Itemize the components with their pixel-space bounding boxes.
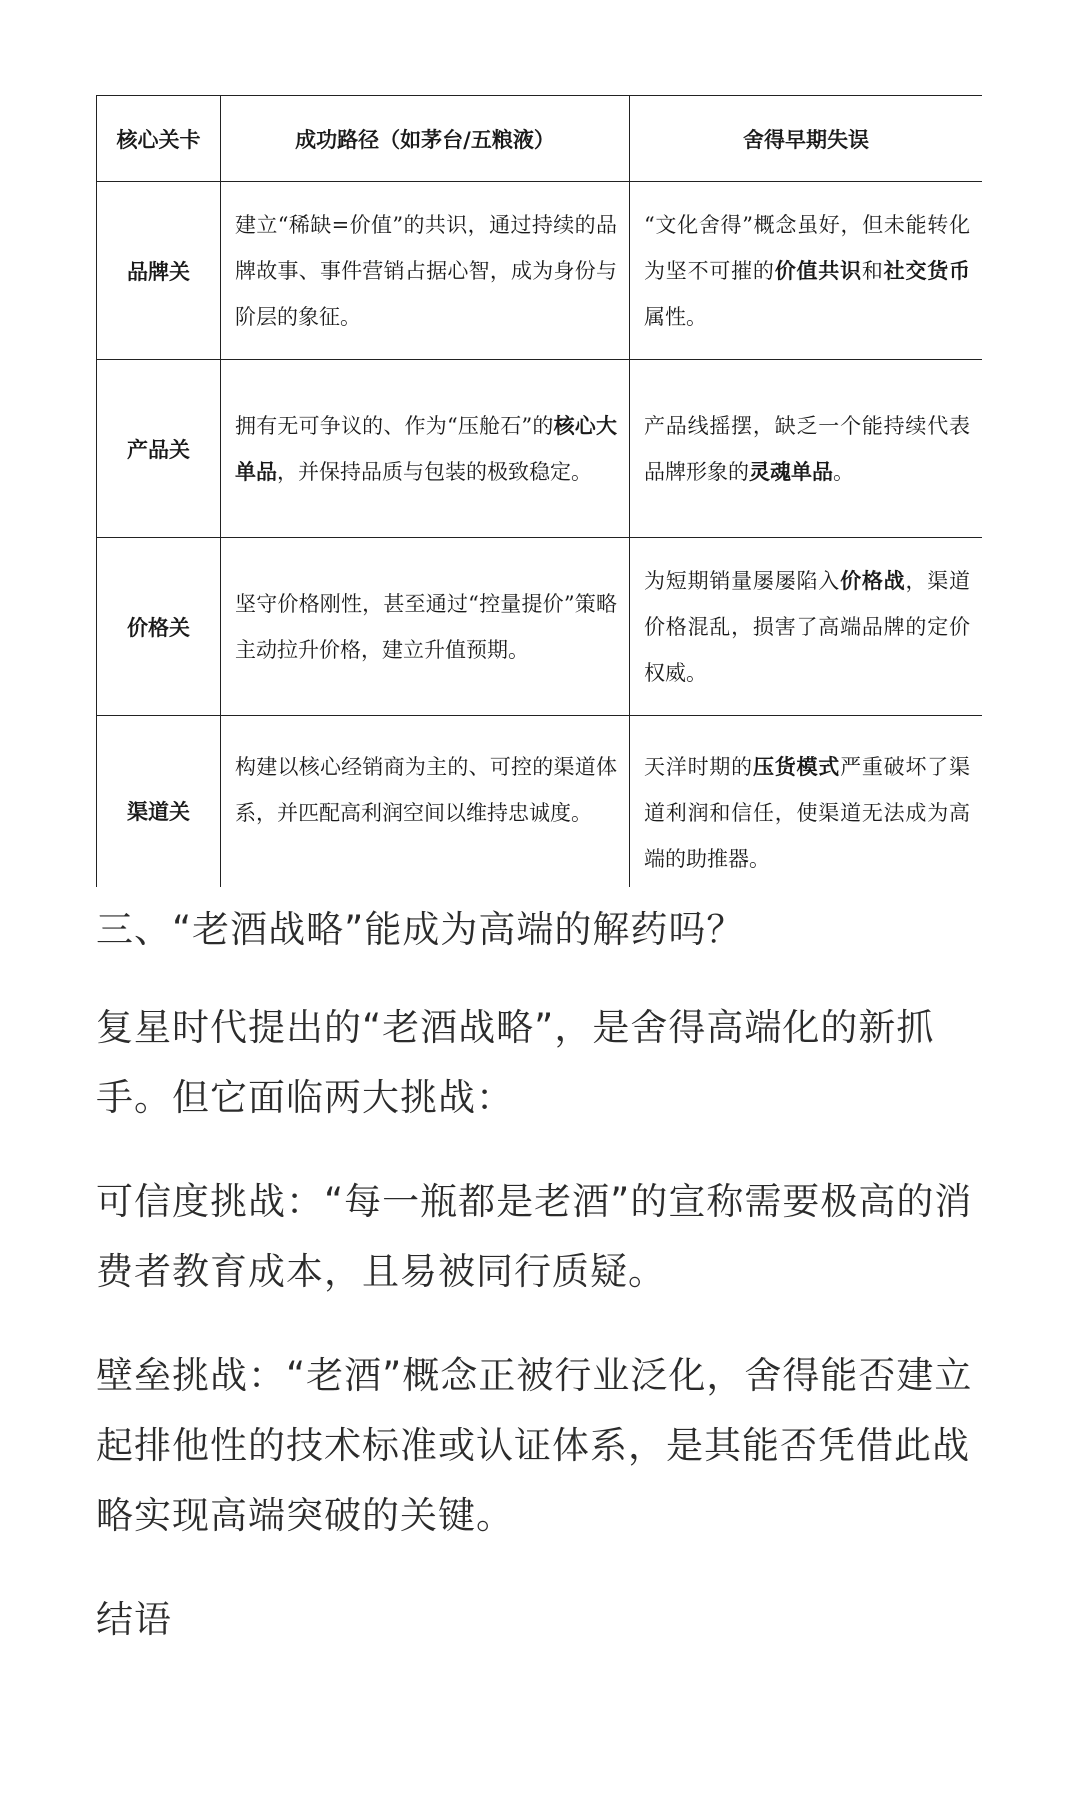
table-row-price — [97, 538, 983, 716]
success-cell: 拥有无可争议的、作为“压舱石”的核心大单品，并保持品质与包装的极致稳定。 — [221, 360, 630, 538]
row-gate-label: 渠道关 — [97, 716, 221, 888]
emphasis: 社交货币 — [883, 257, 971, 283]
row-gate-label: 品牌关 — [97, 182, 221, 360]
closing-heading: 结语 — [96, 1598, 172, 1641]
paragraph-credibility: 可信度挑战：“每一瓶都是老酒”的宣称需要极高的消费者教育成本，且易被同行质疑。 — [96, 1180, 973, 1293]
success-cell: 构建以核心经销商为主的、可控的渠道体系，并匹配高利润空间以维持忠诚度。 — [221, 716, 630, 888]
mistake-cell: 天洋时期的压货模式严重破坏了渠道利润和信任，使渠道无法成为高端的助推器。 — [630, 716, 983, 888]
emphasis: 压货模式 — [752, 754, 841, 779]
mistake-cell: 为短期销量屡屡陷入价格战，渠道价格混乱，损害了高端品牌的定价权威。 — [630, 538, 983, 716]
table-row-product — [97, 360, 983, 538]
row-gate-label: 产品关 — [97, 360, 221, 538]
table-row-channel — [97, 716, 983, 888]
success-cell: 坚守价格刚性，甚至通过“控量提价”策略主动拉升价格，建立升值预期。 — [221, 538, 630, 716]
paragraph-barrier: 壁垒挑战：“老酒”概念正被行业泛化，舍得能否建立起排他性的技术标准或认证体系，是其能否凭借此战略实现高端突破的关键。 — [96, 1354, 973, 1537]
paragraph-intro: 复星时代提出的“老酒战略”，是舍得高端化的新抓手。但它面临两大挑战： — [96, 1006, 935, 1119]
emphasis: 价格战 — [840, 567, 906, 593]
header-success-path: 成功路径（如茅台/五粮液） — [221, 96, 630, 182]
table-header-row — [97, 96, 983, 182]
emphasis: 灵魂单品 — [749, 458, 833, 484]
section-heading: 三、“老酒战略”能成为高端的解药吗？ — [96, 908, 745, 951]
mistake-cell: 产品线摇摆，缺乏一个能持续代表品牌形象的灵魂单品。 — [630, 360, 983, 538]
mistake-cell: “文化舍得”概念虽好，但未能转化为坚不可摧的价值共识和社交货币属性。 — [630, 182, 983, 360]
emphasis: 价值共识 — [774, 257, 862, 283]
comparison-table — [96, 95, 982, 887]
comparison-table-wrapper — [96, 95, 982, 887]
emphasis: 核心大单品 — [235, 412, 617, 484]
table-row-brand — [97, 182, 983, 360]
row-gate-label: 价格关 — [97, 538, 221, 716]
header-gate: 核心关卡 — [97, 96, 221, 182]
success-cell: 建立“稀缺=价值”的共识，通过持续的品牌故事、事件营销占据心智，成为身份与阶层的象征。 — [221, 182, 630, 360]
header-early-mistakes: 舍得早期失误 — [630, 96, 983, 182]
article-body — [96, 895, 986, 1655]
